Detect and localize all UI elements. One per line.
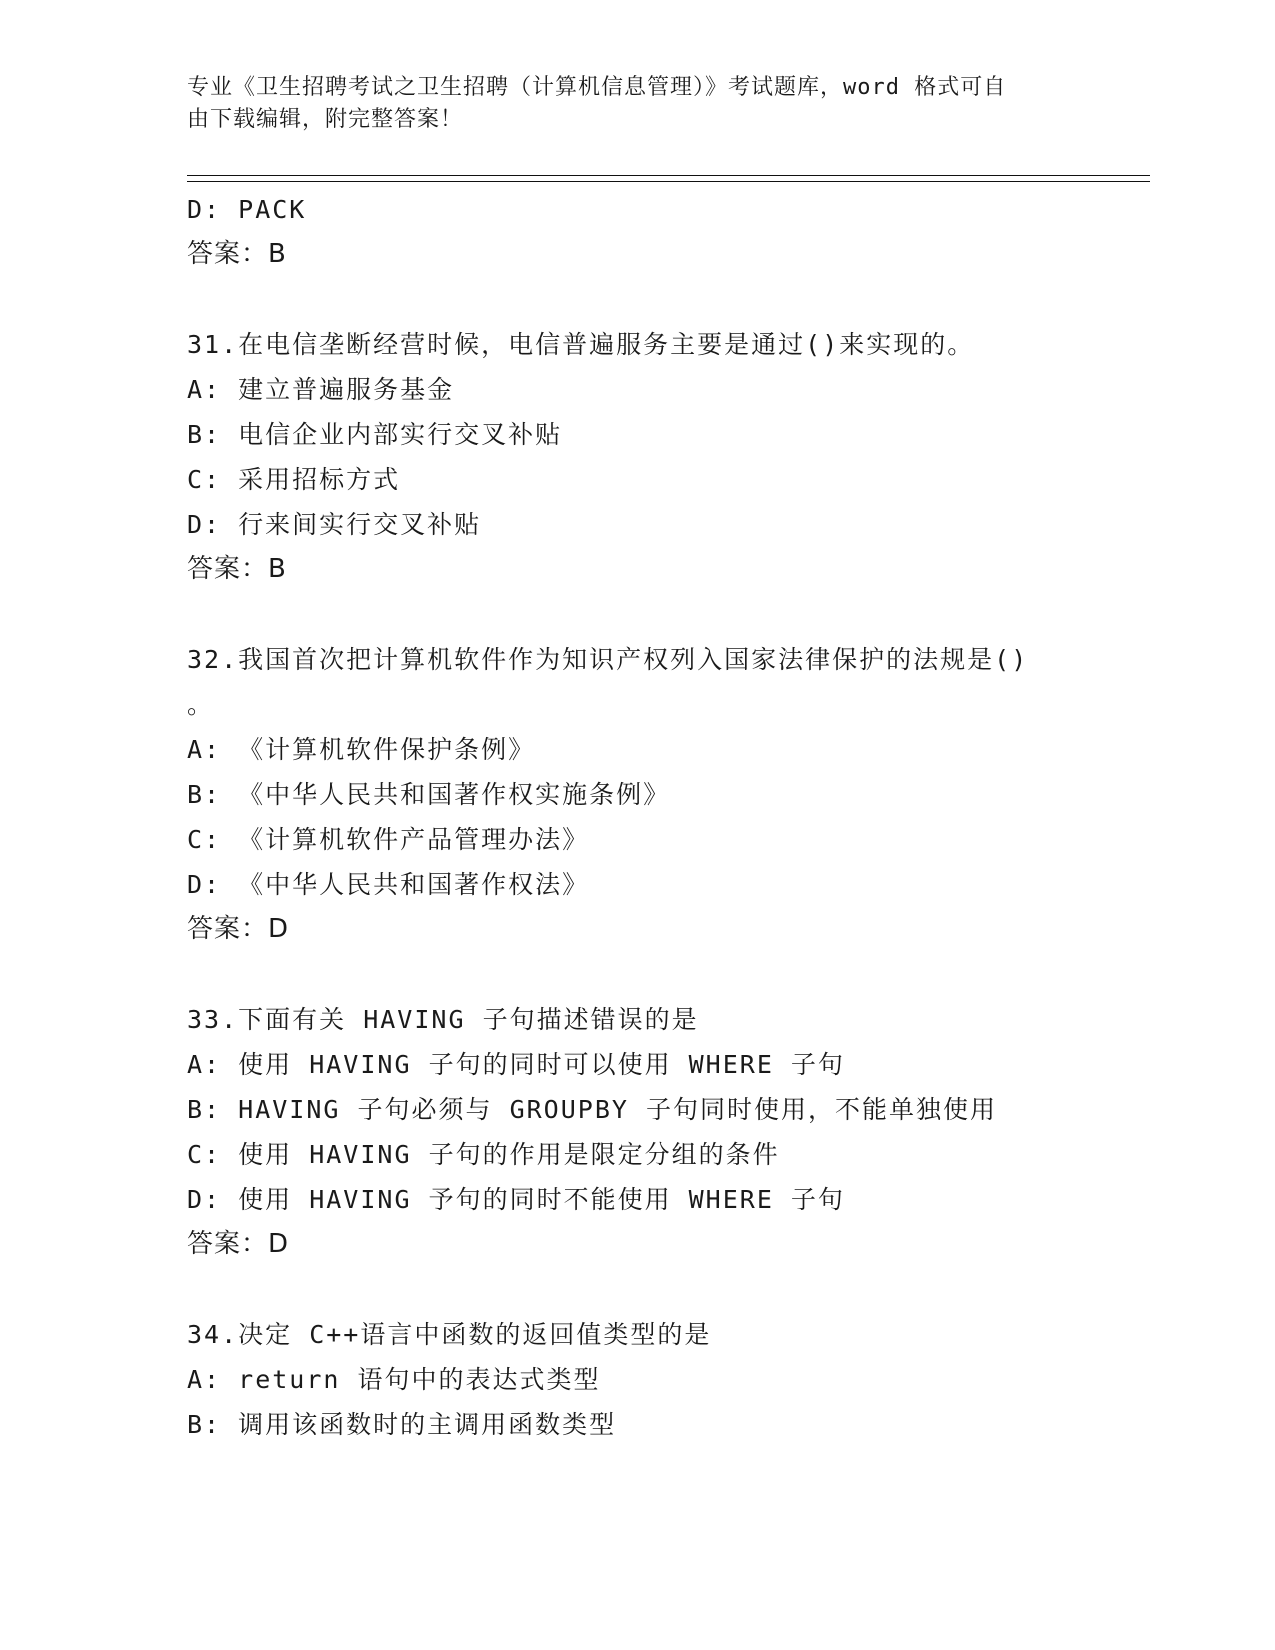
option-b: B: 电信企业内部实行交叉补贴 xyxy=(187,420,563,449)
option-d: D: 《中华人民共和国著作权法》 xyxy=(187,870,590,899)
answer-line: 答案：B xyxy=(187,554,287,584)
question-34 xyxy=(187,1312,1087,1447)
spacer xyxy=(187,1267,1087,1312)
header-line-2: 由下载编辑，附完整答案！ xyxy=(187,107,464,132)
question-stem: 33.下面有关 HAVING 子句描述错误的是 xyxy=(187,1005,699,1034)
option-c: C: 使用 HAVING 子句的作用是限定分组的条件 xyxy=(187,1140,780,1169)
option-a: A: 使用 HAVING 子句的同时可以使用 WHERE 子句 xyxy=(187,1050,845,1079)
header-rule-top xyxy=(187,175,1150,176)
spacer xyxy=(187,952,1087,997)
question-stem: 34.决定 C++语言中函数的返回值类型的是 xyxy=(187,1320,712,1349)
option-b: B: HAVING 子句必须与 GROUPBY 子句同时使用，不能单独使用 xyxy=(187,1095,997,1124)
answer-line: 答案：D xyxy=(187,1229,290,1259)
option-c: C: 采用招标方式 xyxy=(187,465,401,494)
header-line-1: 专业《卫生招聘考试之卫生招聘（计算机信息管理）》考试题库，word 格式可自 xyxy=(187,75,1007,100)
question-stem-tail: 。 xyxy=(187,690,215,719)
question-31 xyxy=(187,322,1087,592)
option-d: D: 行来间实行交叉补贴 xyxy=(187,510,482,539)
option-a: A: 《计算机软件保护条例》 xyxy=(187,735,536,764)
previous-question-tail xyxy=(187,187,1087,277)
spacer xyxy=(187,592,1087,637)
option-a: A: return 语句中的表达式类型 xyxy=(187,1365,601,1394)
option-b: B: 《中华人民共和国著作权实施条例》 xyxy=(187,780,671,809)
question-stem: 32.我国首次把计算机软件作为知识产权列入国家法律保护的法规是() xyxy=(187,645,1029,674)
document-header xyxy=(187,72,1067,136)
question-list xyxy=(187,187,1087,1447)
option-a: A: 建立普遍服务基金 xyxy=(187,375,455,404)
answer-line: 答案：D xyxy=(187,914,290,944)
question-33 xyxy=(187,997,1087,1267)
option-c: C: 《计算机软件产品管理办法》 xyxy=(187,825,590,854)
header-rule-bottom xyxy=(187,181,1150,182)
question-32 xyxy=(187,637,1087,952)
option-d: D: PACK xyxy=(187,195,307,224)
option-d: D: 使用 HAVING 予句的同时不能使用 WHERE 子句 xyxy=(187,1185,845,1214)
answer-line: 答案：B xyxy=(187,239,287,269)
question-stem: 31.在电信垄断经营时候，电信普遍服务主要是通过()来实现的。 xyxy=(187,330,975,359)
spacer xyxy=(187,277,1087,322)
option-b: B: 调用该函数时的主调用函数类型 xyxy=(187,1410,617,1439)
